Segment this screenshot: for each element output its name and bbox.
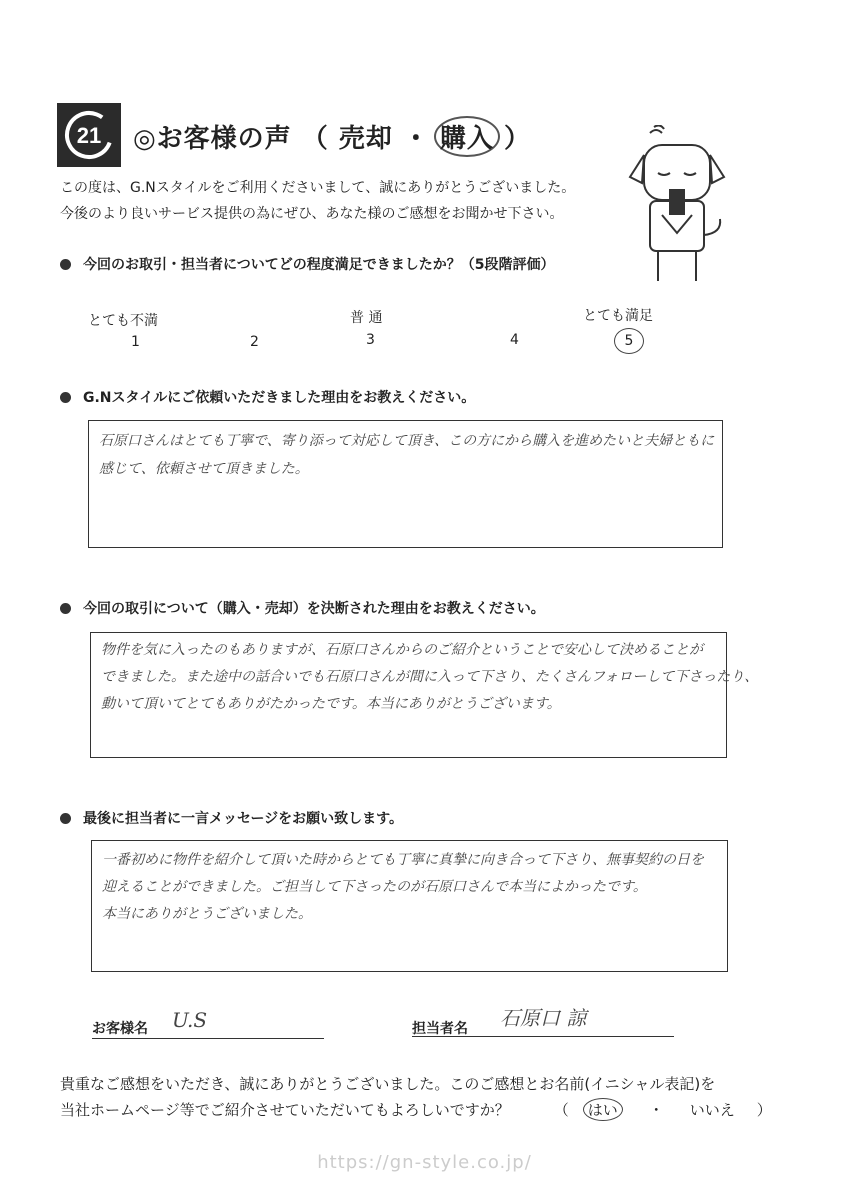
question-satisfaction <box>60 254 554 274</box>
question-message <box>60 808 403 828</box>
consent-paren-close: ） <box>756 1101 772 1119</box>
scale-label-high: とても満足 <box>583 308 653 324</box>
question-reason-decision <box>60 598 545 618</box>
option-buy-selected[interactable]: 購入 <box>434 116 500 157</box>
mascot-dog-illustration <box>622 125 732 285</box>
bullet-icon <box>60 259 71 270</box>
consent-no[interactable]: いいえ <box>689 1101 735 1119</box>
staff-name-label: 担当者名 <box>412 1021 468 1037</box>
answer-line: 一番初めに物件を紹介して頂いた時からとても丁寧に真摯に向き合って下さり、無事契約の日を <box>102 852 704 868</box>
question-reason-decision-text: 今回の取引について（購入・売却）を決断された理由をお教えください。 <box>83 601 545 617</box>
option-sell[interactable]: 売却 <box>338 124 393 154</box>
title-prefix: ◎お客様の声 （ <box>133 124 339 154</box>
answer-line: 感じて、依頼させて頂きました。 <box>99 461 309 477</box>
answer-line: 物件を気に入ったのもありますが、石原口さんからのご紹介ということで安心して決めることが <box>101 642 703 658</box>
scale-label-mid: 普 通 <box>350 310 383 326</box>
consent-dot: ・ <box>648 1101 664 1119</box>
logo-text: 21 <box>76 123 102 148</box>
scale-option-3[interactable]: 3 <box>366 332 375 348</box>
title-separator: ・ <box>392 124 440 154</box>
answer-line: 動いて頂いてとてもありがたかったです。本当にありがとうございます。 <box>101 696 561 712</box>
staff-name-value: 石原口 諒 <box>500 1006 587 1030</box>
answer-box-message[interactable] <box>91 840 728 972</box>
bullet-icon <box>60 603 71 614</box>
bullet-icon <box>60 392 71 403</box>
customer-name-label: お客様名 <box>92 1021 148 1037</box>
customer-name-value: U.S <box>172 1008 208 1032</box>
answer-line: できました。また途中の話合いでも石原口さんが間に入って下さり、たくさんフォローして下さったり、 <box>101 669 759 685</box>
logo-ring-icon <box>62 108 116 162</box>
scale-option-5-selected[interactable]: 5 <box>614 328 644 354</box>
watermark-url: https://gn-style.co.jp/ <box>317 1152 532 1173</box>
answer-line: 本当にありがとうございました。 <box>102 906 312 922</box>
customer-name-field[interactable] <box>92 1008 324 1039</box>
question-message-text: 最後に担当者に一言メッセージをお願い致します。 <box>83 811 404 827</box>
consent-yes-selected[interactable]: はい <box>583 1098 623 1121</box>
scale-option-1[interactable]: 1 <box>131 334 140 350</box>
consent-question: 当社ホームページ等でご紹介させていただいてもよろしいですか？ <box>60 1101 510 1119</box>
intro-line-2: 今後のより良いサービス提供の為にぜひ、あなた様のご感想をお聞かせ下さい。 <box>60 206 564 222</box>
question-reason-request-text: G.Nスタイルにご依頼いただきました理由をお教えください。 <box>83 390 476 406</box>
bullet-icon <box>60 813 71 824</box>
question-satisfaction-text: 今回のお取引・担当者についてどの程度満足できましたか？（5段階評価） <box>83 257 555 273</box>
title-suffix: ） <box>493 124 531 154</box>
staff-name-field[interactable] <box>412 1006 674 1037</box>
answer-box-reason-decision[interactable] <box>90 632 759 758</box>
century21-logo <box>57 103 121 167</box>
answer-line: 石原口さんはとても丁寧で、寄り添って対応して頂き、この方にから購入を進めたいと夫婦ともに <box>99 433 715 449</box>
scale-option-4[interactable]: 4 <box>510 332 519 348</box>
scale-label-low: とても不満 <box>88 313 158 329</box>
page-title <box>133 118 531 155</box>
consent-paren-open: （ <box>553 1101 569 1119</box>
question-reason-request <box>60 387 475 407</box>
answer-line: 迎えることができました。ご担当して下さったのが石原口さんで本当によかったです。 <box>102 879 647 895</box>
answer-box-reason-request[interactable] <box>88 420 723 548</box>
intro-line-1: この度は、G.Nスタイルをご利用くださいまして、誠にありがとうございました。 <box>60 180 576 196</box>
consent-line-1: 貴重なご感想をいただき、誠にありがとうございました。このご感想とお名前(イニシャル表記)を <box>60 1075 716 1093</box>
consent-line-2 <box>60 1098 772 1121</box>
scale-option-2[interactable]: 2 <box>250 334 259 350</box>
